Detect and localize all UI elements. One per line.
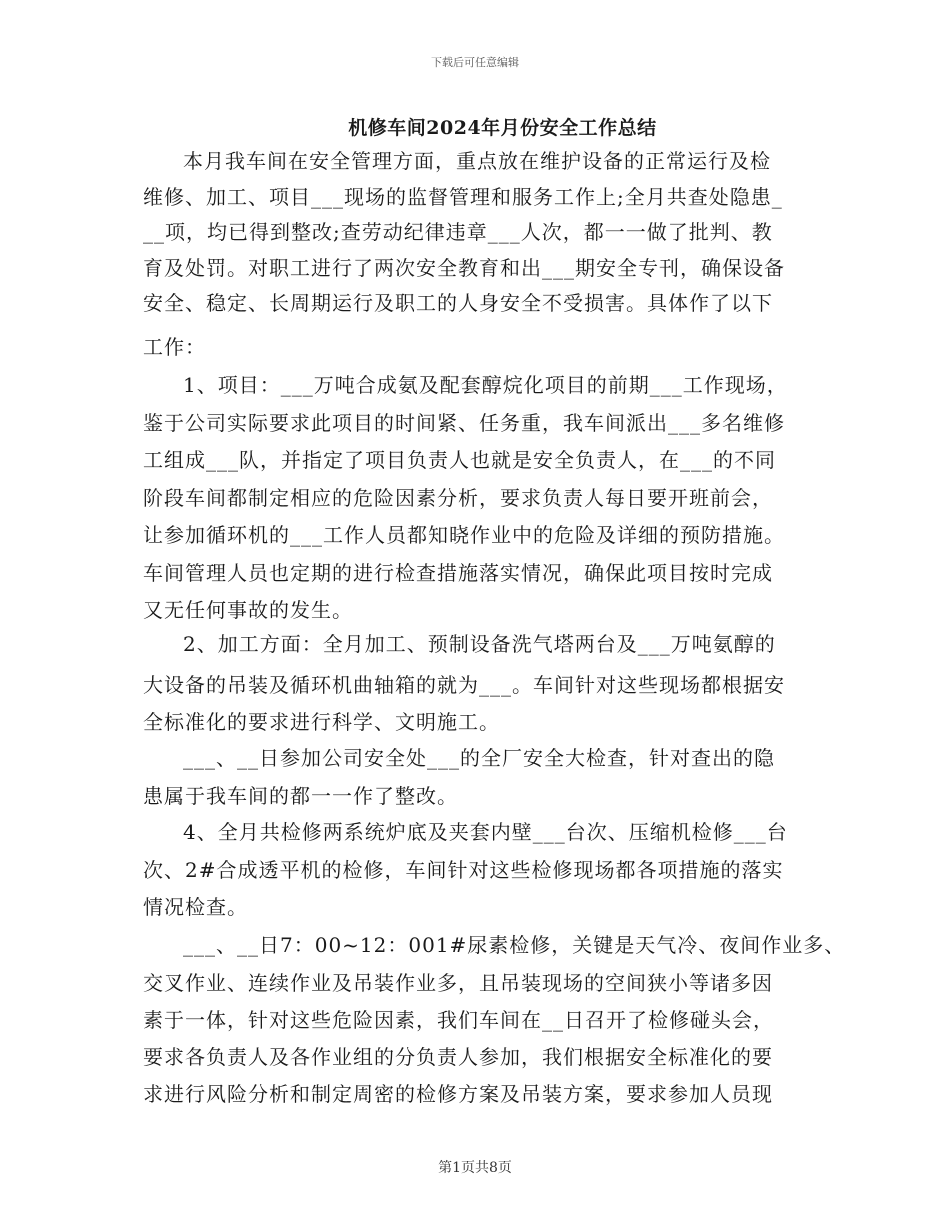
header-note: 下载后可任意编辑	[431, 56, 519, 69]
body-line: 工作：	[143, 335, 206, 359]
body-line: 次、2#合成透平机的检修，车间针对这些检修现场都各项措施的落实	[143, 858, 784, 882]
body-line: 车间管理人员也定期的进行检查措施落实情况，确保此项目按时完成	[143, 561, 773, 585]
body-line: 安全、稳定、长周期运行及职工的人身安全不受损害。具体作了以下	[143, 291, 773, 315]
body-line: __项，均已得到整改;查劳动纪律违章___人次，都一一做了批判、教	[143, 220, 773, 244]
body-line: 阶段车间都制定相应的危险因素分析，要求负责人每日要开班前会，	[143, 486, 773, 510]
body-line: 育及处罚。对职工进行了两次安全教育和出___期安全专刊，确保设备	[143, 256, 785, 280]
body-line: 鉴于公司实际要求此项目的时间紧、任务重，我车间派出___多名维修	[143, 411, 785, 435]
body-line: 素于一体，针对这些危险因素，我们车间在__日召开了检修碰头会，	[143, 1008, 774, 1032]
body-line: 要求各负责人及各作业组的分负责人参加，我们根据安全标准化的要	[143, 1045, 773, 1069]
body-line: 工组成___队，并指定了项目负责人也就是安全负责人，在___的不同	[143, 448, 776, 472]
document-title: 机修车间2024年月份安全工作总结	[348, 117, 657, 139]
body-line: 患属于我车间的都一一作了整改。	[143, 784, 458, 808]
body-line: 情况检查。	[143, 895, 248, 919]
body-line: 维修、加工、项目___现场的监督管理和服务工作上;全月共查处隐患_	[143, 185, 783, 209]
body-line: ___、__日参加公司安全处___的全厂安全大检查，针对查出的隐	[183, 746, 775, 770]
body-line: 全标准化的要求进行科学、文明施工。	[143, 710, 500, 734]
body-line: 4、全月共检修两系统炉底及夹套内壁___台次、压缩机检修___台	[183, 820, 788, 844]
body-line: 又无任何事故的发生。	[143, 598, 353, 622]
body-line: 求进行风险分析和制定周密的检修方案及吊装方案，要求参加人员现	[143, 1082, 773, 1106]
body-line: 本月我车间在安全管理方面，重点放在维护设备的正常运行及检	[183, 149, 771, 173]
body-line: ___、__日7：00~12：001#尿素检修，关键是天气冷、夜间作业多、	[183, 933, 846, 957]
body-line: 交叉作业、连续作业及吊装作业多，且吊装现场的空间狭小等诸多因	[143, 971, 773, 995]
body-line: 2、加工方面：全月加工、预制设备洗气塔两台及___万吨氨醇的	[183, 632, 776, 656]
page-number: 第1页共8页	[438, 1160, 512, 1176]
body-line: 大设备的吊装及循环机曲轴箱的就为___。车间针对这些现场都根据安	[143, 673, 785, 697]
body-line: 1、项目：___万吨合成氨及配套醇烷化项目的前期___工作现场，	[183, 373, 788, 397]
body-line: 让参加循环机的___工作人员都知晓作业中的危险及详细的预防措施。	[143, 523, 785, 547]
